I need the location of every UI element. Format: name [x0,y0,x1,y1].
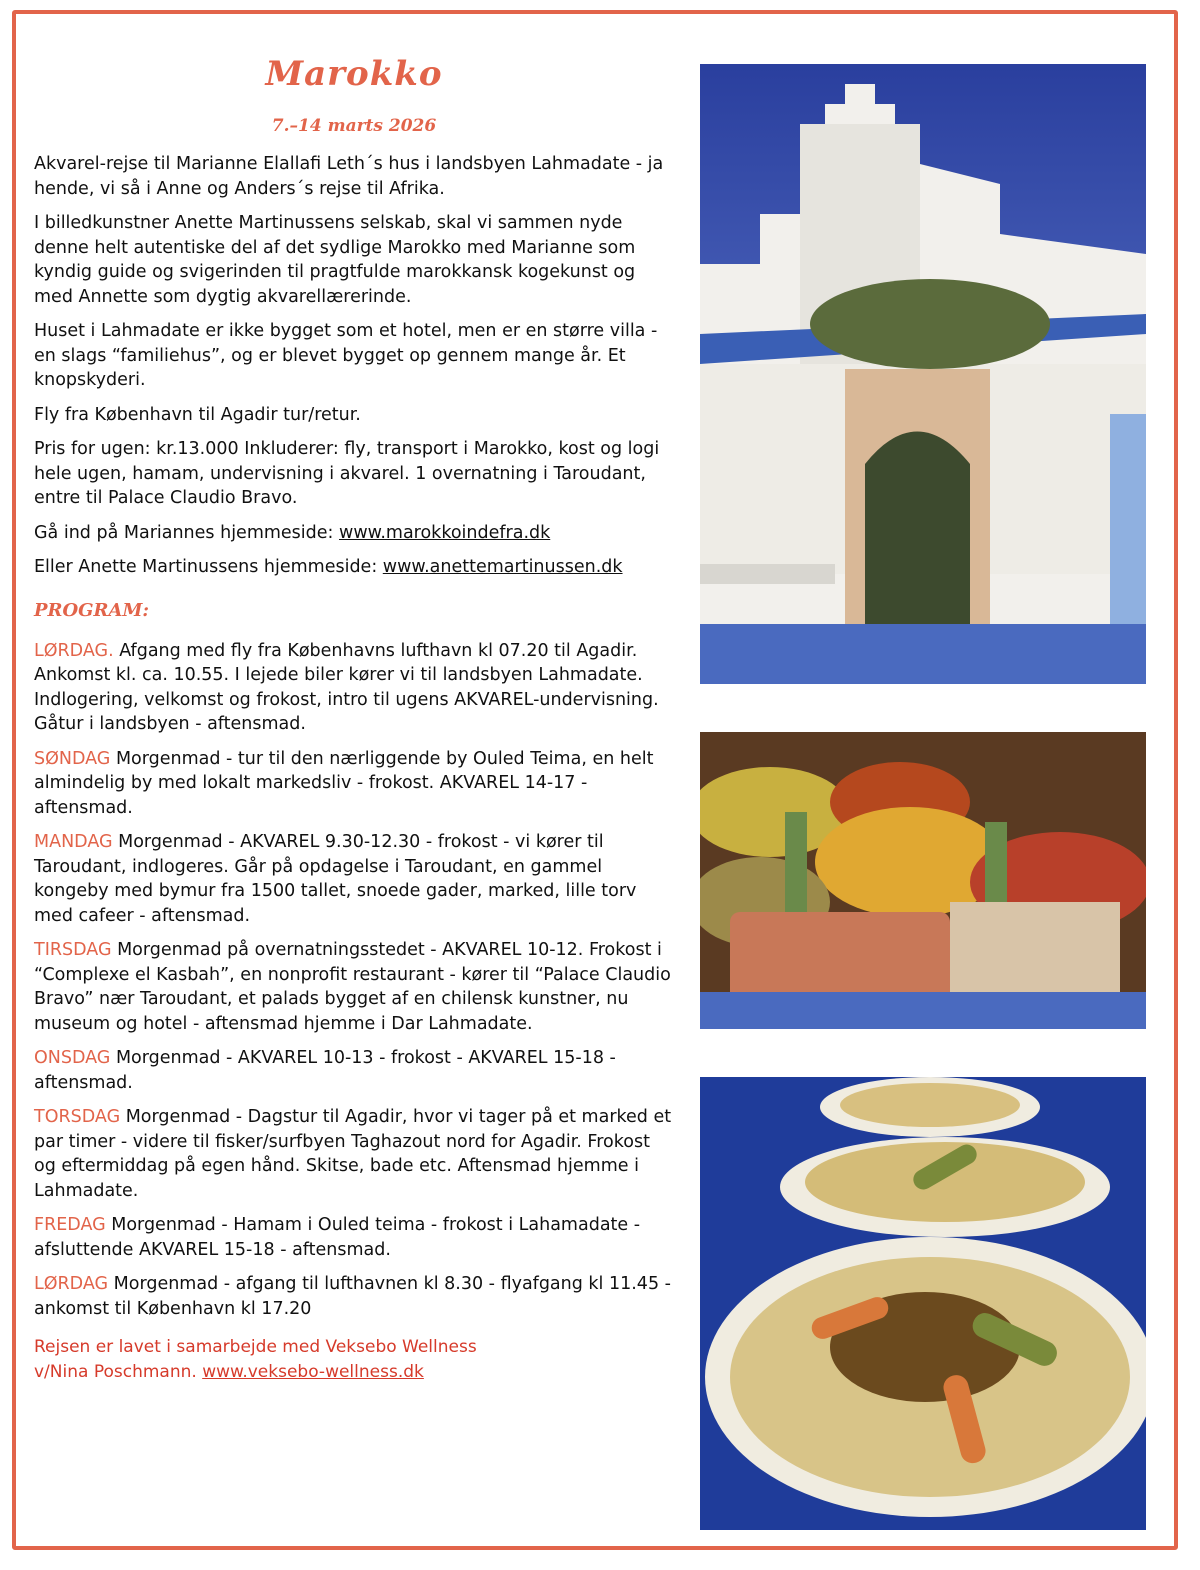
anette-link-line [34,555,674,580]
couscous-photo [700,1077,1146,1530]
anette-link-label: Eller Anette Martinussens hjemmeside: [34,557,383,577]
program-day [34,938,674,1036]
content-column [34,46,674,1385]
program-day [34,639,674,737]
veksebo-link[interactable]: www.veksebo-wellness.dk [202,1362,424,1382]
day-text: Morgenmad - Hamam i Ouled teima - frokost i Lahamadate - afsluttende AKVAREL 15-18 - aftensmad. [34,1215,641,1260]
intro-paragraph: Pris for ugen: kr.13.000 Inkluderer: fly, transport i Marokko, kost og logi hele ugen, hamam, undervisning i akvarel. 1 overnatning i Taroudant, entre til Palace Claudio Bravo. [34,439,660,508]
program-day [34,1046,674,1095]
day-label: FREDAG [34,1215,106,1235]
program-day [34,1272,674,1321]
day-text: Morgenmad - AKVAREL 9.30-12.30 - frokost - vi kører til Taroudant, indlogeres. Går på opdagelse i Taroudant, en gammel kongeby med bymur fra 1500 tallet, snoede gader, marked, lille torv med cafeer - aftensmad. [34,832,637,926]
day-label: ONSDAG [34,1048,111,1068]
program-heading: PROGRAM: [34,599,150,621]
day-text: Afgang med fly fra Københavns lufthavn kl 07.20 til Agadir. Ankomst kl. ca. 10.55. I lejede biler kører vi til landsbyen Lahmadate. Indlogering, velkomst og frokost, intro til ugens AKVAREL-undervisning. Gåtur i landsbyen - aftensmad. [34,640,659,734]
footer-note [34,1335,674,1385]
program-day [34,830,674,928]
intro-paragraph: Huset i Lahmadate er ikke bygget som et hotel, men er en større villa - en slags “familiehus”, og er blevet bygget op gennem mange år. Et knopskyderi. [34,321,658,390]
day-text: Morgenmad på overnatningsstedet - AKVAREL 10-12. Frokost i “Complexe el Kasbah”, en nonprofit restaurant - kører til “Palace Claudio Bravo” nær Taroudant, et palads bygget af en chilensk kunstner, nu museum og hotel - aftensmad hjemme i Dar Lahmadate. [34,940,671,1034]
day-label: SØNDAG [34,748,111,769]
program-day [34,1105,674,1203]
day-label: LØRDAG [34,1274,109,1294]
footer-line-2 [34,1360,674,1385]
program-day [34,1213,674,1262]
house-photo [700,64,1146,684]
footer-contact: v/Nina Poschmann. [34,1362,203,1382]
spice-market-photo [700,732,1146,1029]
day-label: LØRDAG. [34,640,114,661]
day-text: Morgenmad - Dagstur til Agadir, hvor vi tager på et marked et par timer - videre til fisker/surfbyen Taghazout nord for Agadir. Frokost og eftermiddag på egen hånd. Skitse, bade etc. Aftensmad hjemme i Lahmadate. [34,1107,672,1201]
day-label: TORSDAG [34,1107,121,1127]
marianne-link-line [34,521,674,546]
footer-line-1: Rejsen er lavet i samarbejde med Veksebo Wellness [34,1337,477,1357]
intro-paragraph: Fly fra København til Agadir tur/retur. [34,404,361,425]
anette-link[interactable]: www.anettemartinussen.dk [382,557,623,577]
day-text: Morgenmad - AKVAREL 10-13 - frokost - AKVAREL 15-18 - aftensmad. [34,1048,616,1093]
page-title: Marokko [265,54,443,94]
intro-paragraph: Akvarel-rejse til Marianne Elallafi Leth´s hus i landsbyen Lahmadate - ja hende, vi så i Anne og Anders´s rejse til Afrika. [34,154,664,199]
day-text: Morgenmad - tur til den nærliggende by Ouled Teima, en helt almindelig by med lokalt markedsliv - frokost. AKVAREL 14-17 - aftensmad. [34,748,654,818]
marianne-link[interactable]: www.marokkoindefra.dk [339,522,551,543]
trip-date: 7.–14 marts 2026 [271,116,437,136]
day-text: Morgenmad - afgang til lufthavnen kl 8.30 - flyafgang kl 11.45 - ankomst til København kl 17.20 [34,1274,671,1319]
day-label: TIRSDAG [34,940,112,960]
marianne-link-label: Gå ind på Mariannes hjemmeside: [34,522,339,543]
intro-paragraph: I billedkunstner Anette Martinussens selskab, skal vi sammen nyde denne helt autentiske del af det sydlige Marokko med Marianne som kyndig guide og svigerinden til pragtfulde marokkansk kogekunst og med Annette som dygtig akvarellærerinde. [34,213,636,307]
program-day [34,747,674,821]
day-label: MANDAG [34,832,113,852]
